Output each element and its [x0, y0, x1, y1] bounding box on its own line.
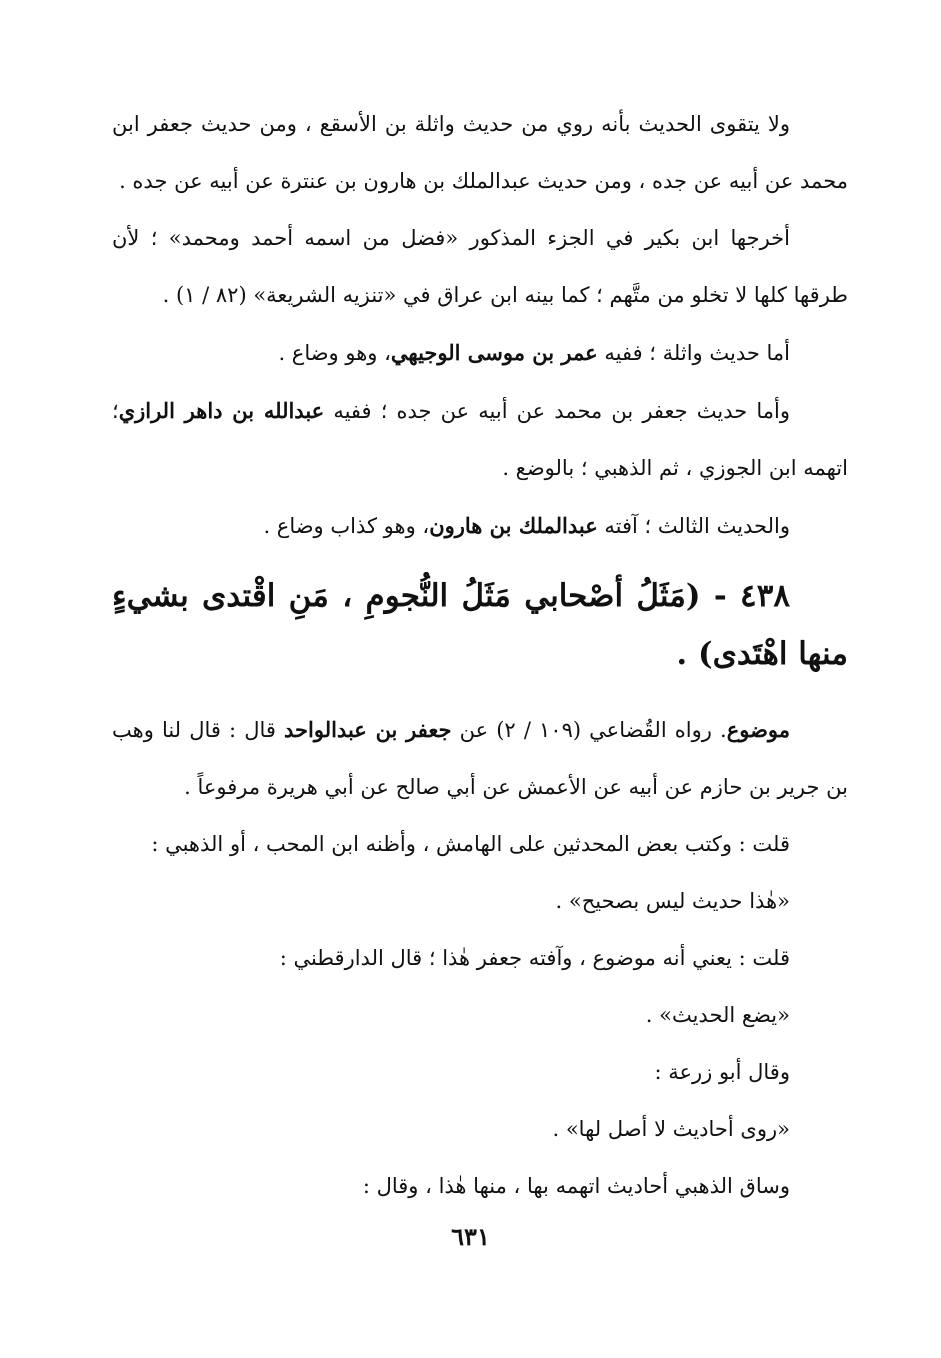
paragraph-wathila	[112, 324, 848, 382]
paragraph-abu-zura: وقال أبو زرعة :	[654, 1060, 790, 1084]
text-segment: ، وهو كذاب وضاع .	[263, 514, 430, 538]
paragraph-sources: أخرجها ابن بكير في الجزء المذكور «فضل من اسمه أحمد ومحمد» ؛ لأن طرقها كلها لا تخلو من متَّهم ؛ كما بينه ابن عراق في «تنزيه الشريعة» (٨٢ / ١) .	[112, 226, 848, 307]
quote-fabricates: «يضع الحديث» .	[645, 1003, 790, 1027]
paragraph-jafar	[112, 382, 848, 497]
narrator-name: جعفر بن عبدالواحد	[284, 717, 452, 742]
text-segment: وأما حديث جعفر بن محمد عن أبيه عن جده ؛ ففيه	[324, 399, 790, 423]
paragraph-daraqutni: قلت : يعني أنه موضوع ، وآفته جعفر هٰذا ؛ قال الدارقطني :	[279, 946, 790, 970]
narrator-name: عمر بن موسى الوجيهي	[390, 340, 598, 365]
narrator-name: عبدالملك بن هارون	[429, 513, 598, 538]
paragraph-dhahabi: وساق الذهبي أحاديث اتهمه بها ، منها هٰذا ، وقال :	[362, 1174, 790, 1198]
text-segment: ، وهو وضاع .	[278, 341, 391, 365]
paragraph-third-hadith	[112, 497, 848, 555]
hadith-heading: ٤٣٨ - (مَثَلُ أصْحابي مَثَلُ النُّجومِ ، مَنِ اقْتدى بشيءٍ منها اهْتَدى) .	[112, 578, 848, 672]
paragraph-verdict	[112, 701, 848, 816]
text-segment: قال : قال لنا وهب بن جرير بن حازم عن أبيه عن الأعمش عن أبي صالح عن أبي هريرة مرفوعاً .	[112, 718, 848, 799]
text-segment: أما حديث واثلة ؛ ففيه	[597, 341, 790, 365]
paragraph-corroboration: ولا يتقوى الحديث بأنه روي من حديث واثلة بن الأسقع ، ومن حديث جعفر ابن محمد عن أبيه عن جده ، ومن حديث عبدالملك بن هارون بن عنترة عن أبيه عن جده .	[112, 112, 848, 193]
paragraph-note: قلت : وكتب بعض المحدثين على الهامش ، وأظنه ابن المحب ، أو الذهبي :	[151, 832, 790, 856]
quote-not-authentic: «هٰذا حديث ليس بصحيح» .	[555, 889, 790, 913]
quote-no-basis: «روى أحاديث لا أصل لها» .	[552, 1117, 790, 1141]
text-segment: والحديث الثالث ؛ آفته	[597, 514, 790, 538]
text-segment: . رواه القُضاعي (١٠٩ / ٢) عن	[451, 718, 727, 742]
verdict-label: موضوع	[726, 717, 790, 742]
page-number: ٦٣١	[451, 1222, 490, 1251]
narrator-name: عبدالله بن داهر الرازي	[118, 398, 325, 423]
document-page	[112, 96, 848, 1336]
text-segment: ؛ اتهمه ابن الجوزي ، ثم الذهبي ؛ بالوضع .	[112, 399, 848, 480]
